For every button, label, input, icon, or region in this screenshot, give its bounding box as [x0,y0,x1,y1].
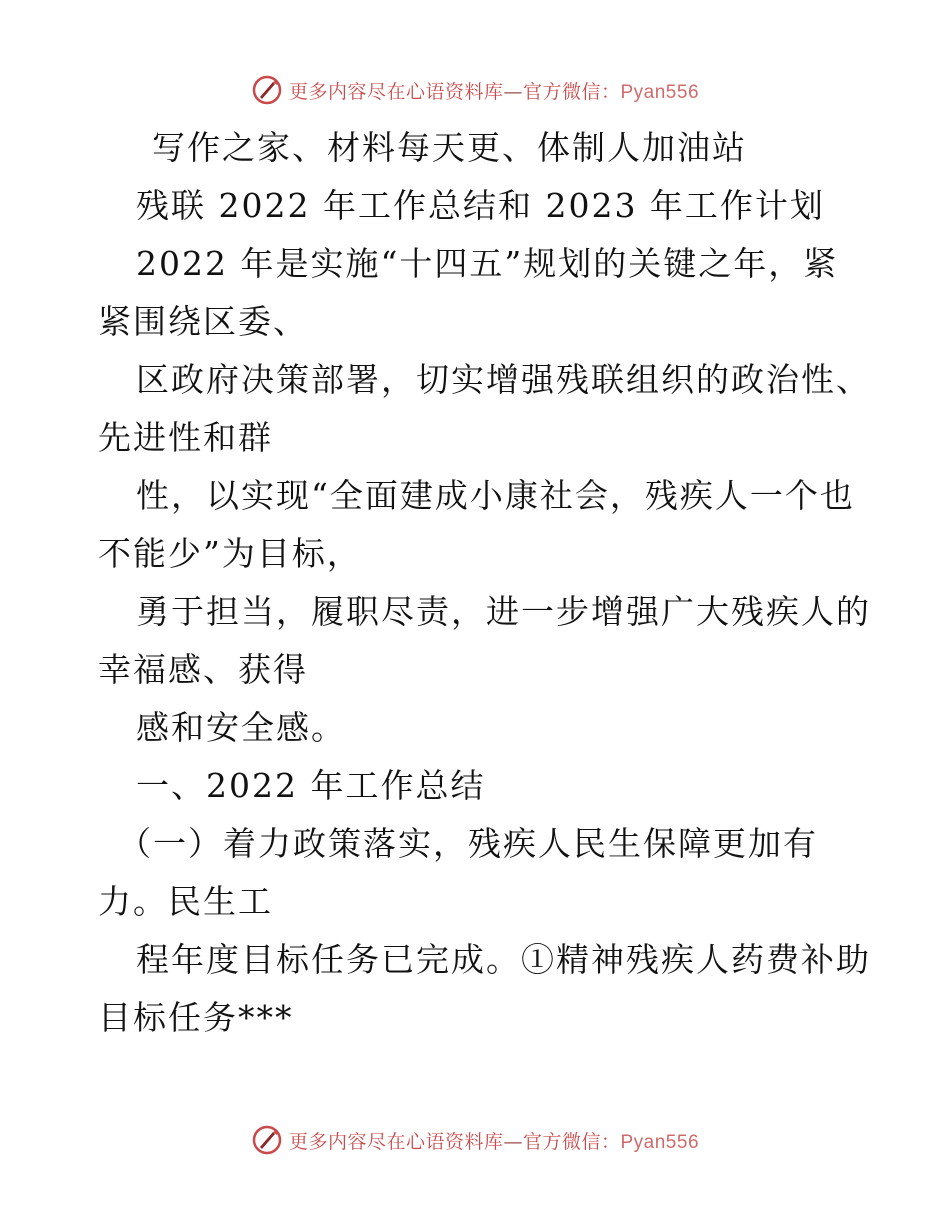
paragraph-line: 幸福感、获得 [98,650,308,689]
paragraph-line: 勇于担当，履职尽责，进一步增强广大残疾人的 [136,592,871,631]
header-line: 写作之家、材料每天更、体制人加油站 [152,128,747,167]
paragraph-line: 力。民生工 [98,882,273,921]
quill-logo-icon [251,74,283,106]
paragraph-line: 程年度目标任务已完成。①精神残疾人药费补助 [136,940,871,979]
paragraph-line: 性，以实现“全面建成小康社会，残疾人一个也 [136,476,855,515]
paragraph-line: 先进性和群 [98,418,273,457]
paragraph-line: 区政府决策部署，切实增强残联组织的政治性、 [136,360,871,399]
top-watermark-banner [0,70,950,110]
subsection-heading: （一）着力政策落实，残疾人民生保障更加有 [118,824,818,863]
paragraph-line: 感和安全感。 [136,708,346,747]
paragraph-line: 不能少”为目标， [98,534,362,573]
paragraph-line: 目标任务*** [98,998,294,1037]
quill-logo-icon [251,1124,283,1156]
section-heading: 一、2022 年工作总结 [136,766,486,805]
bottom-watermark-banner [0,1120,950,1160]
watermark-text: 更多内容尽在心语资料库—官方微信：Pyan556 [288,80,700,103]
paragraph-line: 紧围绕区委、 [98,302,308,341]
watermark-text: 更多内容尽在心语资料库—官方微信：Pyan556 [288,1130,700,1153]
document-title: 残联 2022 年工作总结和 2023 年工作计划 [136,186,825,225]
paragraph-line: 2022 年是实施“十四五”规划的关键之年，紧 [136,244,839,283]
